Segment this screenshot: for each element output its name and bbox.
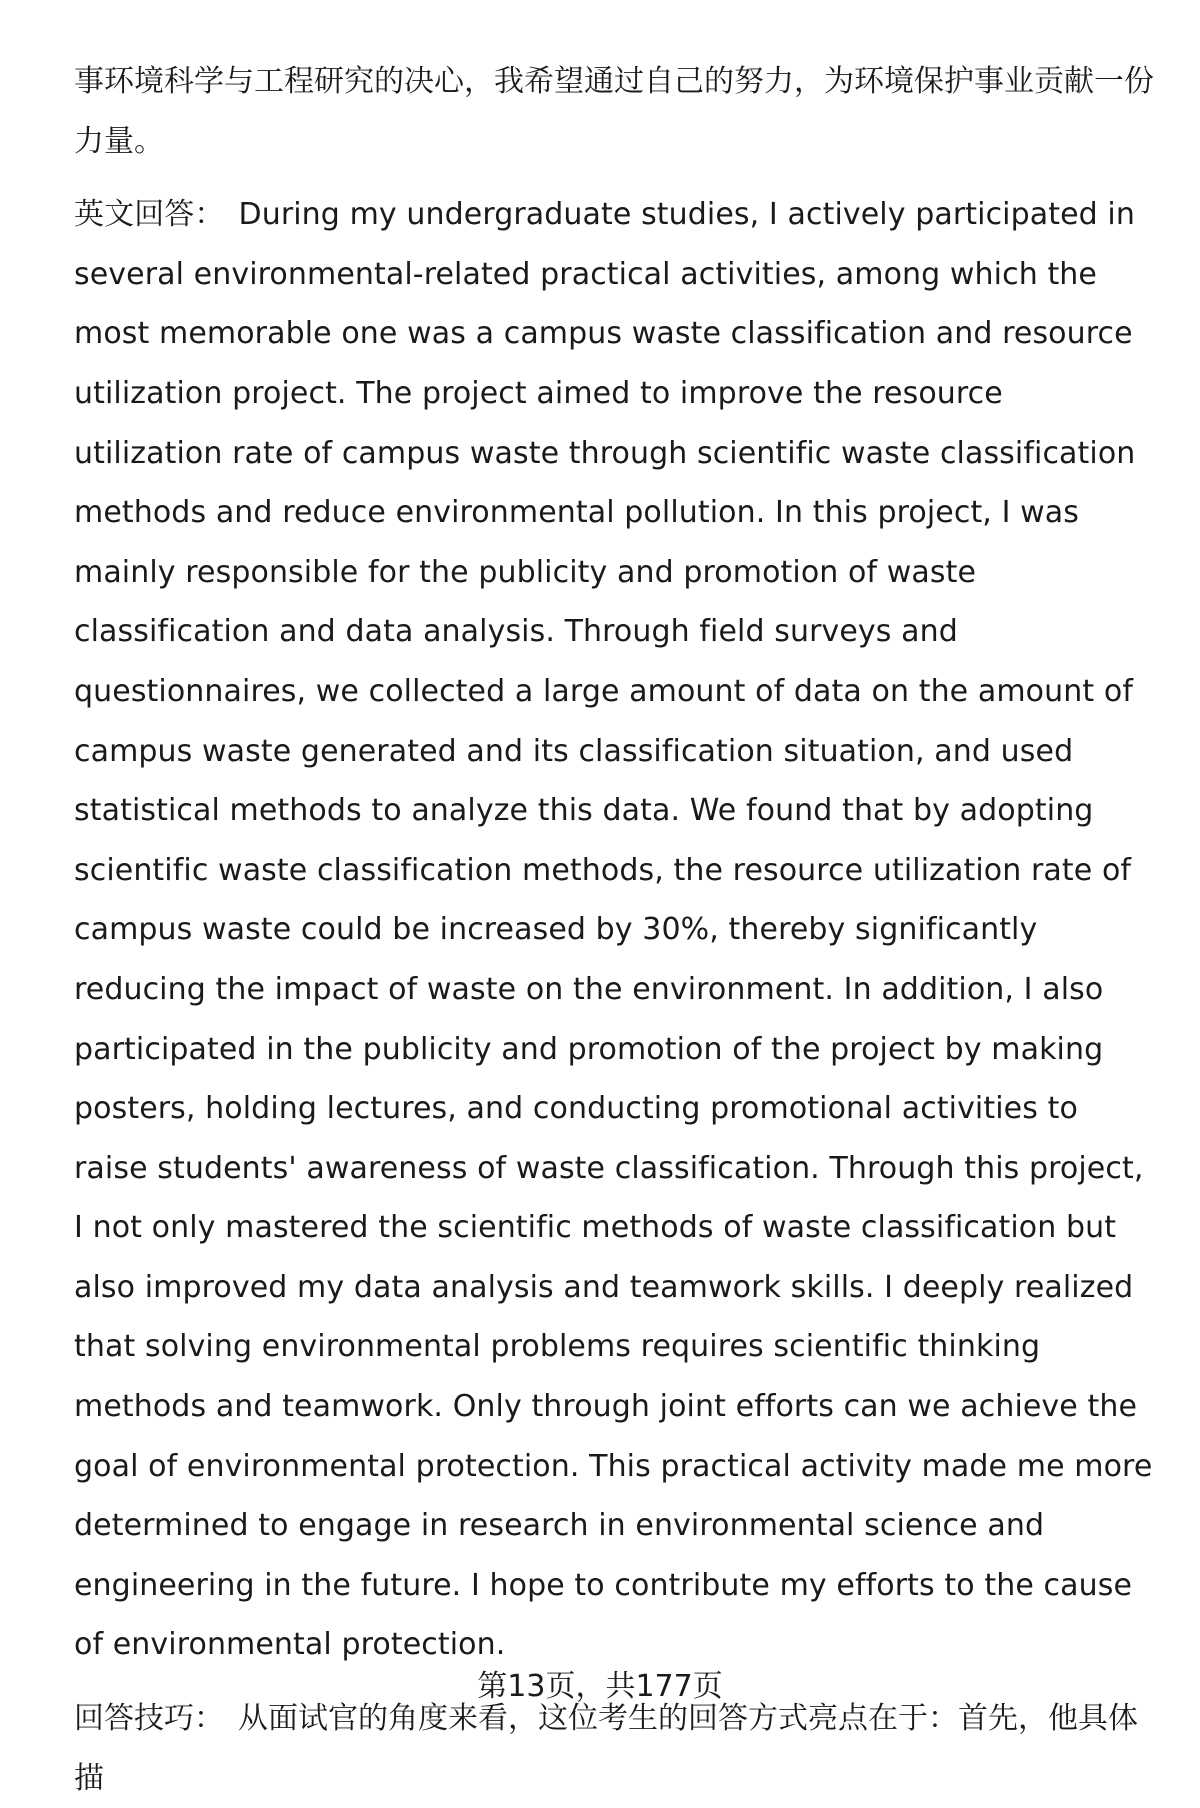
- answer-tips-text: 从面试官的角度来看，这位考生的回答方式亮点在于：首先，他具体描: [74, 1701, 1138, 1796]
- document-page: [74, 52, 1163, 1808]
- chinese-answer-continuation: [74, 52, 1154, 171]
- page-indicator: 第13页，共177页: [477, 1669, 723, 1704]
- continuation-text: 事环境科学与工程研究的决心，我希望通过自己的努力，为环境保护事业贡献一份力量。: [74, 64, 1154, 159]
- english-answer-label: 英文回答：: [74, 197, 225, 233]
- english-answer-paragraph: [74, 185, 1163, 1675]
- answer-tips-label: 回答技巧：: [74, 1701, 224, 1737]
- english-answer-text: During my undergraduate studies, I actively participated in several environmental-related practical activities, among which the most memorable one was a campus waste classification and resource utilization project. The project aimed to improve the resource utilization rate of campus waste through scientific waste classification methods and reduce environmental pollution. In this project, I was mainly responsible for the publicity and promotion of waste classification and data analysis. Through field surveys and questionnaires, we collected a large amount of data on the amount of campus waste generated and its classification situation, and used statistical methods to analyze this data. We found that by adopting scientific waste classification methods, the resource utilization rate of campus waste could be increased by 30%, thereby significantly reducing the impact of waste on the environment. In addition, I also participated in the publicity and promotion of the project by making posters, holding lectures, and conducting promotional activities to raise students' awareness of waste classification. Through this project, I not only mastered the scientific methods of waste classification but also improved my data analysis and teamwork skills. I deeply realized that solving environmental problems requires scientific thinking methods and teamwork. Only through joint efforts can we achieve the goal of environmental protection. This practical activity made me more determined to engage in research in environmental science and engineering in the future. I hope to contribute my efforts to the cause of environmental protection.: [74, 197, 1163, 1663]
